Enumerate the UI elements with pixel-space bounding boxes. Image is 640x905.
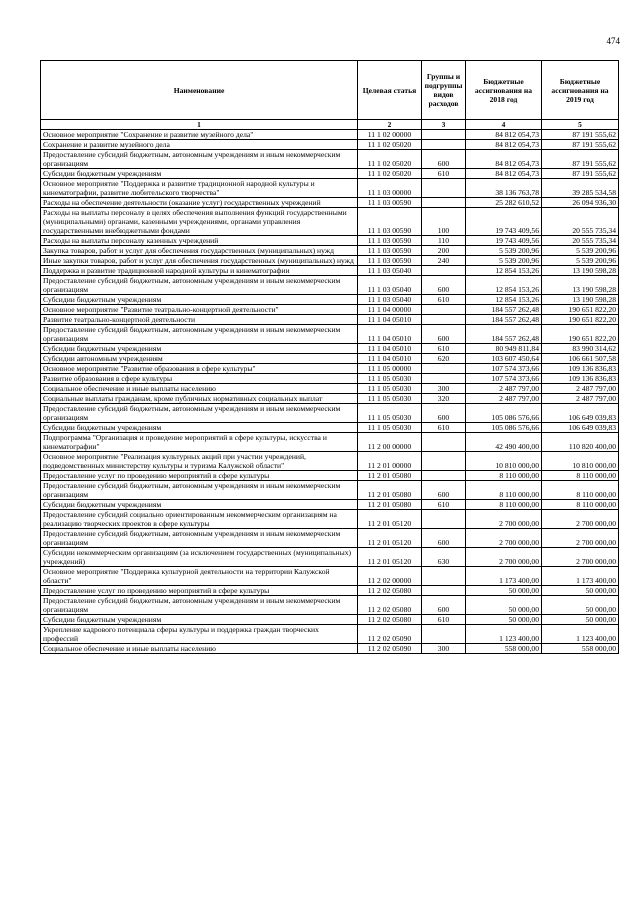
table-row xyxy=(41,246,619,256)
row-amount-2018: 42 490 400,00 xyxy=(466,433,542,452)
row-target-code: 11 1 03 00590 xyxy=(358,208,422,236)
row-name: Предоставление услуг по проведению мероприятий в сфере культуры xyxy=(41,586,358,596)
row-expense-group xyxy=(422,179,466,198)
row-expense-group: 100 xyxy=(422,208,466,236)
row-amount-2019: 10 810 000,00 xyxy=(542,452,619,471)
row-amount-2019: 2 487 797,00 xyxy=(542,394,619,404)
row-expense-group xyxy=(422,130,466,140)
row-expense-group: 600 xyxy=(422,481,466,500)
table-row xyxy=(41,256,619,266)
row-name: Предоставление субсидий бюджетным, автономным учреждениям и иным некоммерческим организациям xyxy=(41,325,358,344)
table-row xyxy=(41,315,619,325)
row-amount-2018: 2 700 000,00 xyxy=(466,529,542,548)
row-name: Субсидии бюджетным учреждениям xyxy=(41,344,358,354)
row-amount-2018: 107 574 373,66 xyxy=(466,364,542,374)
table-row xyxy=(41,586,619,596)
row-target-code: 11 2 01 00000 xyxy=(358,452,422,471)
row-expense-group: 610 xyxy=(422,295,466,305)
table-body xyxy=(41,130,619,654)
row-expense-group: 600 xyxy=(422,325,466,344)
row-name: Предоставление субсидий бюджетным, автономным учреждениям и иным некоммерческим организациям xyxy=(41,404,358,423)
row-name: Субсидии автономным учреждениям xyxy=(41,354,358,364)
row-amount-2019: 5 539 200,96 xyxy=(542,256,619,266)
row-amount-2018: 105 086 576,66 xyxy=(466,404,542,423)
row-expense-group: 300 xyxy=(422,384,466,394)
row-expense-group xyxy=(422,315,466,325)
row-amount-2019: 87 191 555,62 xyxy=(542,140,619,150)
row-name: Расходы на обеспечение деятельности (оказание услуг) государственных учреждений xyxy=(41,198,358,208)
table-row xyxy=(41,208,619,236)
row-target-code: 11 1 05 00000 xyxy=(358,364,422,374)
row-target-code: 11 1 05 05030 xyxy=(358,394,422,404)
row-target-code: 11 1 03 00590 xyxy=(358,256,422,266)
row-expense-group: 600 xyxy=(422,529,466,548)
row-name: Предоставление субсидий бюджетным, автономным учреждениям и иным некоммерческим организациям xyxy=(41,276,358,295)
header-group: Группы и подгруппы видов расходов xyxy=(422,61,466,120)
row-amount-2018: 558 000,00 xyxy=(466,644,542,654)
row-amount-2019: 87 191 555,62 xyxy=(542,130,619,140)
row-amount-2018: 84 812 054,73 xyxy=(466,130,542,140)
row-amount-2018: 50 000,00 xyxy=(466,596,542,615)
row-amount-2018: 50 000,00 xyxy=(466,586,542,596)
row-amount-2018: 19 743 409,56 xyxy=(466,236,542,246)
row-name: Предоставление субсидий бюджетным, автономным учреждениям и иным некоммерческим организациям xyxy=(41,596,358,615)
row-target-code: 11 2 02 05090 xyxy=(358,625,422,644)
row-amount-2018: 2 487 797,00 xyxy=(466,394,542,404)
row-name: Предоставление субсидий бюджетным, автономным учреждениям и иным некоммерческим организациям xyxy=(41,150,358,169)
row-amount-2019: 8 110 000,00 xyxy=(542,481,619,500)
row-amount-2018: 8 110 000,00 xyxy=(466,481,542,500)
row-target-code: 11 1 03 00590 xyxy=(358,236,422,246)
row-target-code: 11 1 03 05040 xyxy=(358,266,422,276)
row-target-code: 11 1 05 05030 xyxy=(358,384,422,394)
table-row xyxy=(41,305,619,315)
row-amount-2019: 2 487 797,00 xyxy=(542,384,619,394)
row-expense-group: 600 xyxy=(422,596,466,615)
row-target-code: 11 2 02 05080 xyxy=(358,596,422,615)
row-target-code: 11 1 02 00000 xyxy=(358,130,422,140)
row-amount-2019: 190 651 822,20 xyxy=(542,305,619,315)
row-name: Субсидии бюджетным учреждениям xyxy=(41,169,358,179)
row-name: Расходы на выплаты персоналу казенных учреждений xyxy=(41,236,358,246)
row-target-code: 11 1 03 00590 xyxy=(358,246,422,256)
row-amount-2019: 106 649 039,83 xyxy=(542,423,619,433)
row-amount-2019: 109 136 836,83 xyxy=(542,364,619,374)
row-expense-group: 610 xyxy=(422,615,466,625)
row-amount-2018: 84 812 054,73 xyxy=(466,140,542,150)
table-row xyxy=(41,354,619,364)
row-expense-group xyxy=(422,586,466,596)
row-name: Иные закупки товаров, работ и услуг для обеспечения государственных (муниципальных) нужд xyxy=(41,256,358,266)
table-row xyxy=(41,325,619,344)
row-amount-2018: 50 000,00 xyxy=(466,615,542,625)
row-amount-2019: 13 190 598,28 xyxy=(542,276,619,295)
row-amount-2019: 26 094 936,30 xyxy=(542,198,619,208)
row-amount-2019: 110 820 400,00 xyxy=(542,433,619,452)
row-amount-2018: 103 607 450,64 xyxy=(466,354,542,364)
row-name: Развитие образования в сфере культуры xyxy=(41,374,358,384)
row-amount-2018: 184 557 262,48 xyxy=(466,315,542,325)
table-row xyxy=(41,433,619,452)
table-row xyxy=(41,596,619,615)
row-target-code: 11 1 04 05010 xyxy=(358,344,422,354)
column-number-row xyxy=(41,120,619,130)
row-name: Основное мероприятие "Развитие театрально-концертной деятельности" xyxy=(41,305,358,315)
row-expense-group: 240 xyxy=(422,256,466,266)
row-target-code: 11 2 01 05080 xyxy=(358,481,422,500)
row-expense-group: 610 xyxy=(422,423,466,433)
row-expense-group xyxy=(422,305,466,315)
row-expense-group: 110 xyxy=(422,236,466,246)
row-amount-2018: 12 854 153,26 xyxy=(466,266,542,276)
row-target-code: 11 1 04 00000 xyxy=(358,305,422,315)
table-row xyxy=(41,198,619,208)
column-number: 5 xyxy=(542,120,619,130)
table-row xyxy=(41,295,619,305)
row-name: Подпрограмма "Организация и проведение мероприятий в сфере культуры, искусства и кинематографии" xyxy=(41,433,358,452)
row-name: Основное мероприятие "Поддержка культурной деятельности на территории Калужской области" xyxy=(41,567,358,586)
row-name: Предоставление субсидий социально ориентированным некоммерческим организациям на реализацию творческих проектов в сфере культуры xyxy=(41,510,358,529)
row-target-code: 11 2 01 05080 xyxy=(358,500,422,510)
row-amount-2019: 13 190 598,28 xyxy=(542,266,619,276)
row-name: Социальные выплаты гражданам, кроме публичных нормативных социальных выплат xyxy=(41,394,358,404)
row-target-code: 11 1 04 05010 xyxy=(358,354,422,364)
table-row xyxy=(41,169,619,179)
header-2018: Бюджетные ассигнования на 2018 год xyxy=(466,61,542,120)
table-row xyxy=(41,374,619,384)
table-row xyxy=(41,364,619,374)
row-target-code: 11 1 05 05030 xyxy=(358,374,422,384)
row-expense-group: 610 xyxy=(422,344,466,354)
row-name: Предоставление субсидий бюджетным, автономным учреждениям и иным некоммерческим организациям xyxy=(41,481,358,500)
table-row xyxy=(41,529,619,548)
row-amount-2019: 83 990 314,62 xyxy=(542,344,619,354)
table-row xyxy=(41,615,619,625)
table-row xyxy=(41,276,619,295)
row-target-code: 11 2 01 05120 xyxy=(358,529,422,548)
row-target-code: 11 1 03 05040 xyxy=(358,295,422,305)
row-amount-2019: 39 285 534,58 xyxy=(542,179,619,198)
row-name: Социальное обеспечение и иные выплаты населению xyxy=(41,384,358,394)
row-target-code: 11 2 01 05120 xyxy=(358,510,422,529)
row-amount-2019: 50 000,00 xyxy=(542,596,619,615)
row-amount-2019: 2 700 000,00 xyxy=(542,529,619,548)
row-target-code: 11 2 02 05080 xyxy=(358,586,422,596)
row-target-code: 11 1 02 05020 xyxy=(358,150,422,169)
row-amount-2018: 5 539 200,96 xyxy=(466,256,542,266)
row-target-code: 11 1 03 00000 xyxy=(358,179,422,198)
table-header-row xyxy=(41,61,619,120)
row-name: Укрепление кадрового потенциала сферы культуры и поддержка граждан творческих профессий xyxy=(41,625,358,644)
row-expense-group xyxy=(422,510,466,529)
table-row xyxy=(41,150,619,169)
row-target-code: 11 1 03 05040 xyxy=(358,276,422,295)
row-amount-2019: 2 700 000,00 xyxy=(542,548,619,567)
row-name: Сохранение и развитие музейного дела xyxy=(41,140,358,150)
table-row xyxy=(41,140,619,150)
row-name: Субсидии бюджетным учреждениям xyxy=(41,500,358,510)
header-2019: Бюджетные ассигнования на 2019 год xyxy=(542,61,619,120)
row-expense-group xyxy=(422,433,466,452)
table-row xyxy=(41,625,619,644)
row-amount-2018: 8 110 000,00 xyxy=(466,471,542,481)
row-amount-2018: 25 282 610,52 xyxy=(466,198,542,208)
row-amount-2019: 1 173 400,00 xyxy=(542,567,619,586)
row-target-code: 11 2 01 05120 xyxy=(358,548,422,567)
row-expense-group xyxy=(422,374,466,384)
row-amount-2018: 19 743 409,56 xyxy=(466,208,542,236)
row-name: Субсидии некоммерческим организациям (за исключением государственных (муниципальных) учреждений) xyxy=(41,548,358,567)
row-name: Поддержка и развитие традиционной народной культуры и кинематографии xyxy=(41,266,358,276)
row-target-code: 11 2 02 05090 xyxy=(358,644,422,654)
row-expense-group: 600 xyxy=(422,150,466,169)
row-amount-2019: 87 191 555,62 xyxy=(542,150,619,169)
row-expense-group: 610 xyxy=(422,169,466,179)
column-number: 2 xyxy=(358,120,422,130)
row-name: Субсидии бюджетным учреждениям xyxy=(41,295,358,305)
row-target-code: 11 2 00 00000 xyxy=(358,433,422,452)
row-amount-2019: 106 649 039,83 xyxy=(542,404,619,423)
row-name: Основное мероприятие "Развитие образования в сфере культуры" xyxy=(41,364,358,374)
row-amount-2019: 13 190 598,28 xyxy=(542,295,619,305)
row-amount-2019: 8 110 000,00 xyxy=(542,471,619,481)
header-target: Целевая статья xyxy=(358,61,422,120)
row-target-code: 11 1 05 05030 xyxy=(358,404,422,423)
row-amount-2018: 1 123 400,00 xyxy=(466,625,542,644)
table-row xyxy=(41,567,619,586)
table-row xyxy=(41,130,619,140)
header-name: Наименование xyxy=(41,61,358,120)
row-target-code: 11 1 05 05030 xyxy=(358,423,422,433)
row-target-code: 11 2 02 05080 xyxy=(358,615,422,625)
row-amount-2019: 106 661 507,58 xyxy=(542,354,619,364)
table-row xyxy=(41,236,619,246)
row-expense-group xyxy=(422,140,466,150)
table-row xyxy=(41,266,619,276)
row-expense-group: 600 xyxy=(422,276,466,295)
row-amount-2019: 5 539 200,96 xyxy=(542,246,619,256)
row-amount-2018: 84 812 054,73 xyxy=(466,150,542,169)
table-row xyxy=(41,384,619,394)
table-row xyxy=(41,394,619,404)
row-amount-2018: 1 173 400,00 xyxy=(466,567,542,586)
row-expense-group: 630 xyxy=(422,548,466,567)
row-amount-2018: 12 854 153,26 xyxy=(466,276,542,295)
row-amount-2019: 20 555 735,34 xyxy=(542,236,619,246)
row-name: Закупка товаров, работ и услуг для обеспечения государственных (муниципальных) нужд xyxy=(41,246,358,256)
row-target-code: 11 2 01 05080 xyxy=(358,471,422,481)
table-row xyxy=(41,471,619,481)
row-target-code: 11 1 02 05020 xyxy=(358,140,422,150)
table-row xyxy=(41,644,619,654)
row-expense-group xyxy=(422,364,466,374)
row-expense-group: 620 xyxy=(422,354,466,364)
column-number: 3 xyxy=(422,120,466,130)
row-expense-group xyxy=(422,567,466,586)
row-amount-2019: 50 000,00 xyxy=(542,586,619,596)
row-amount-2018: 38 136 763,78 xyxy=(466,179,542,198)
row-amount-2018: 12 854 153,26 xyxy=(466,295,542,305)
column-number: 1 xyxy=(41,120,358,130)
row-amount-2018: 84 812 054,73 xyxy=(466,169,542,179)
row-name: Предоставление субсидий бюджетным, автономным учреждениям и иным некоммерческим организациям xyxy=(41,529,358,548)
row-name: Основное мероприятие "Поддержка и развитие традиционной народной культуры и кинематографии, развитие любительского творчества" xyxy=(41,179,358,198)
row-amount-2018: 8 110 000,00 xyxy=(466,500,542,510)
table-row xyxy=(41,423,619,433)
column-number: 4 xyxy=(466,120,542,130)
row-amount-2019: 20 555 735,34 xyxy=(542,208,619,236)
table-row xyxy=(41,510,619,529)
row-amount-2019: 87 191 555,62 xyxy=(542,169,619,179)
row-amount-2018: 2 700 000,00 xyxy=(466,510,542,529)
row-expense-group xyxy=(422,625,466,644)
table-row xyxy=(41,404,619,423)
row-expense-group: 610 xyxy=(422,500,466,510)
row-name: Расходы на выплаты персоналу в целях обеспечения выполнения функций государственными (муниципальными) органами, казенными учреждениями, органами управления государственными внебюджетными фондами xyxy=(41,208,358,236)
row-amount-2018: 184 557 262,48 xyxy=(466,305,542,315)
row-target-code: 11 1 04 05010 xyxy=(358,325,422,344)
row-expense-group xyxy=(422,471,466,481)
row-expense-group: 600 xyxy=(422,404,466,423)
row-amount-2018: 107 574 373,66 xyxy=(466,374,542,384)
row-expense-group xyxy=(422,198,466,208)
row-amount-2018: 105 086 576,66 xyxy=(466,423,542,433)
row-name: Социальное обеспечение и иные выплаты населению xyxy=(41,644,358,654)
row-amount-2019: 50 000,00 xyxy=(542,615,619,625)
row-name: Развитие театрально-концертной деятельности xyxy=(41,315,358,325)
table-row xyxy=(41,548,619,567)
row-amount-2018: 184 557 262,48 xyxy=(466,325,542,344)
row-amount-2018: 80 949 811,84 xyxy=(466,344,542,354)
table-row xyxy=(41,179,619,198)
row-amount-2019: 2 700 000,00 xyxy=(542,510,619,529)
row-name: Основное мероприятие "Реализация культурных акций при участии учреждений, подведомственных министерству культуры и туризма Калужской области" xyxy=(41,452,358,471)
table-row xyxy=(41,481,619,500)
page-number: 474 xyxy=(606,36,620,46)
table-row xyxy=(41,500,619,510)
row-name: Основное мероприятие "Сохранение и развитие музейного дела" xyxy=(41,130,358,140)
row-target-code: 11 1 03 00590 xyxy=(358,198,422,208)
row-amount-2019: 190 651 822,20 xyxy=(542,325,619,344)
row-target-code: 11 1 04 05010 xyxy=(358,315,422,325)
row-expense-group: 200 xyxy=(422,246,466,256)
row-name: Субсидии бюджетным учреждениям xyxy=(41,615,358,625)
row-amount-2019: 8 110 000,00 xyxy=(542,500,619,510)
row-name: Предоставление услуг по проведению мероприятий в сфере культуры xyxy=(41,471,358,481)
row-amount-2019: 1 123 400,00 xyxy=(542,625,619,644)
row-amount-2019: 109 136 836,83 xyxy=(542,374,619,384)
row-expense-group: 300 xyxy=(422,644,466,654)
row-target-code: 11 2 02 00000 xyxy=(358,567,422,586)
row-name: Субсидии бюджетным учреждениям xyxy=(41,423,358,433)
budget-table xyxy=(40,60,619,654)
row-target-code: 11 1 02 05020 xyxy=(358,169,422,179)
row-expense-group: 320 xyxy=(422,394,466,404)
row-amount-2018: 5 539 200,96 xyxy=(466,246,542,256)
row-amount-2019: 558 000,00 xyxy=(542,644,619,654)
row-amount-2018: 10 810 000,00 xyxy=(466,452,542,471)
table-row xyxy=(41,452,619,471)
row-amount-2018: 2 700 000,00 xyxy=(466,548,542,567)
row-expense-group xyxy=(422,266,466,276)
row-amount-2018: 2 487 797,00 xyxy=(466,384,542,394)
row-expense-group xyxy=(422,452,466,471)
table-row xyxy=(41,344,619,354)
row-amount-2019: 190 651 822,20 xyxy=(542,315,619,325)
